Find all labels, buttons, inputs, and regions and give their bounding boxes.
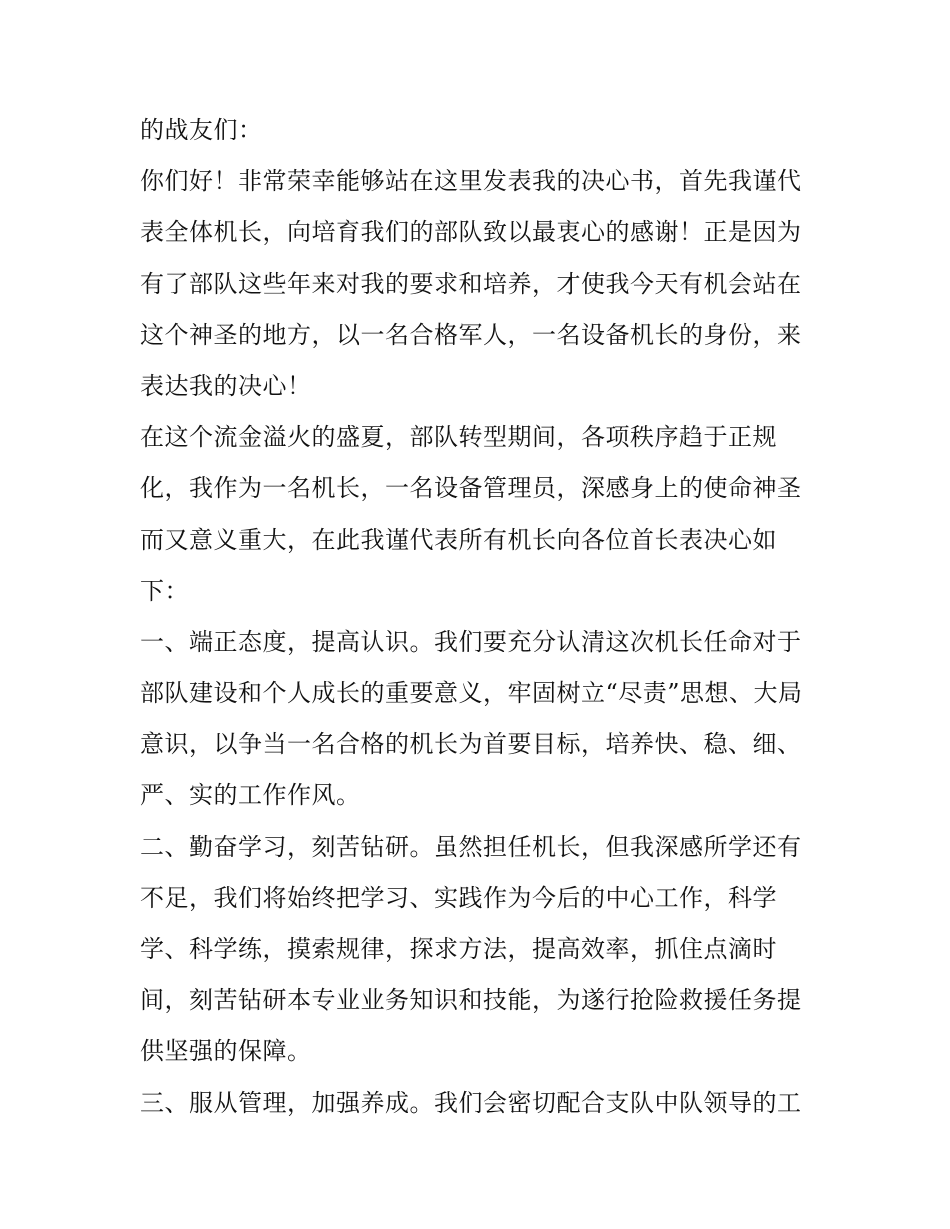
text-line-14: 严、实的工作作风。	[140, 781, 361, 810]
document-body	[140, 105, 820, 1129]
text-line-17: 学、科学练，摸索规律，探求方法，提高效率，抓住点滴时	[140, 935, 777, 963]
text-line-4: 有了部队这些年来对我的要求和培养，才使我今天有机会站在	[140, 269, 802, 298]
text-line-18: 间，刻苦钻研本专业业务知识和技能，为遂行抢险救援任务提	[140, 986, 802, 1015]
text-line-12: 部队建设和个人成长的重要意义，牢固树立“尽责”思想、大局	[140, 679, 803, 708]
text-line-5: 这个神圣的地方，以一名合格军人，一名设备机长的身份，来	[140, 320, 802, 349]
text-line-16: 不足，我们将始终把学习、实践作为今后的中心工作，科学	[140, 883, 777, 912]
text-line-11: 一、端正态度，提高认识。我们要充分认清这次机长任命对于	[140, 627, 802, 656]
text-line-3: 表全体机长，向培育我们的部队致以最衷心的感谢！正是因为	[140, 218, 802, 247]
text-line-20: 三、服从管理，加强养成。我们会密切配合支队中队领导的工	[140, 1088, 802, 1117]
text-line-7: 在这个流金溢火的盛夏，部队转型期间，各项秩序趋于正规	[140, 423, 777, 452]
text-line-8: 化，我作为一名机长，一名设备管理员，深感身上的使命神圣	[140, 474, 802, 503]
text-line-9: 而又意义重大，在此我谨代表所有机长向各位首长表决心如	[140, 525, 777, 554]
text-line-15: 二、勤奋学习，刻苦钻研。虽然担任机长，但我深感所学还有	[140, 832, 802, 861]
text-line-19: 供坚强的保障。	[140, 1037, 312, 1066]
text-line-13: 意识，以争当一名合格的机长为首要目标，培养快、稳、细、	[140, 730, 802, 759]
text-line-1: 的战友们：	[140, 116, 263, 144]
text-line-10: 下：	[140, 576, 189, 605]
text-line-2: 你们好！非常荣幸能够站在这里发表我的决心书，首先我谨代	[140, 167, 802, 196]
text-line-6: 表达我的决心！	[140, 371, 312, 400]
